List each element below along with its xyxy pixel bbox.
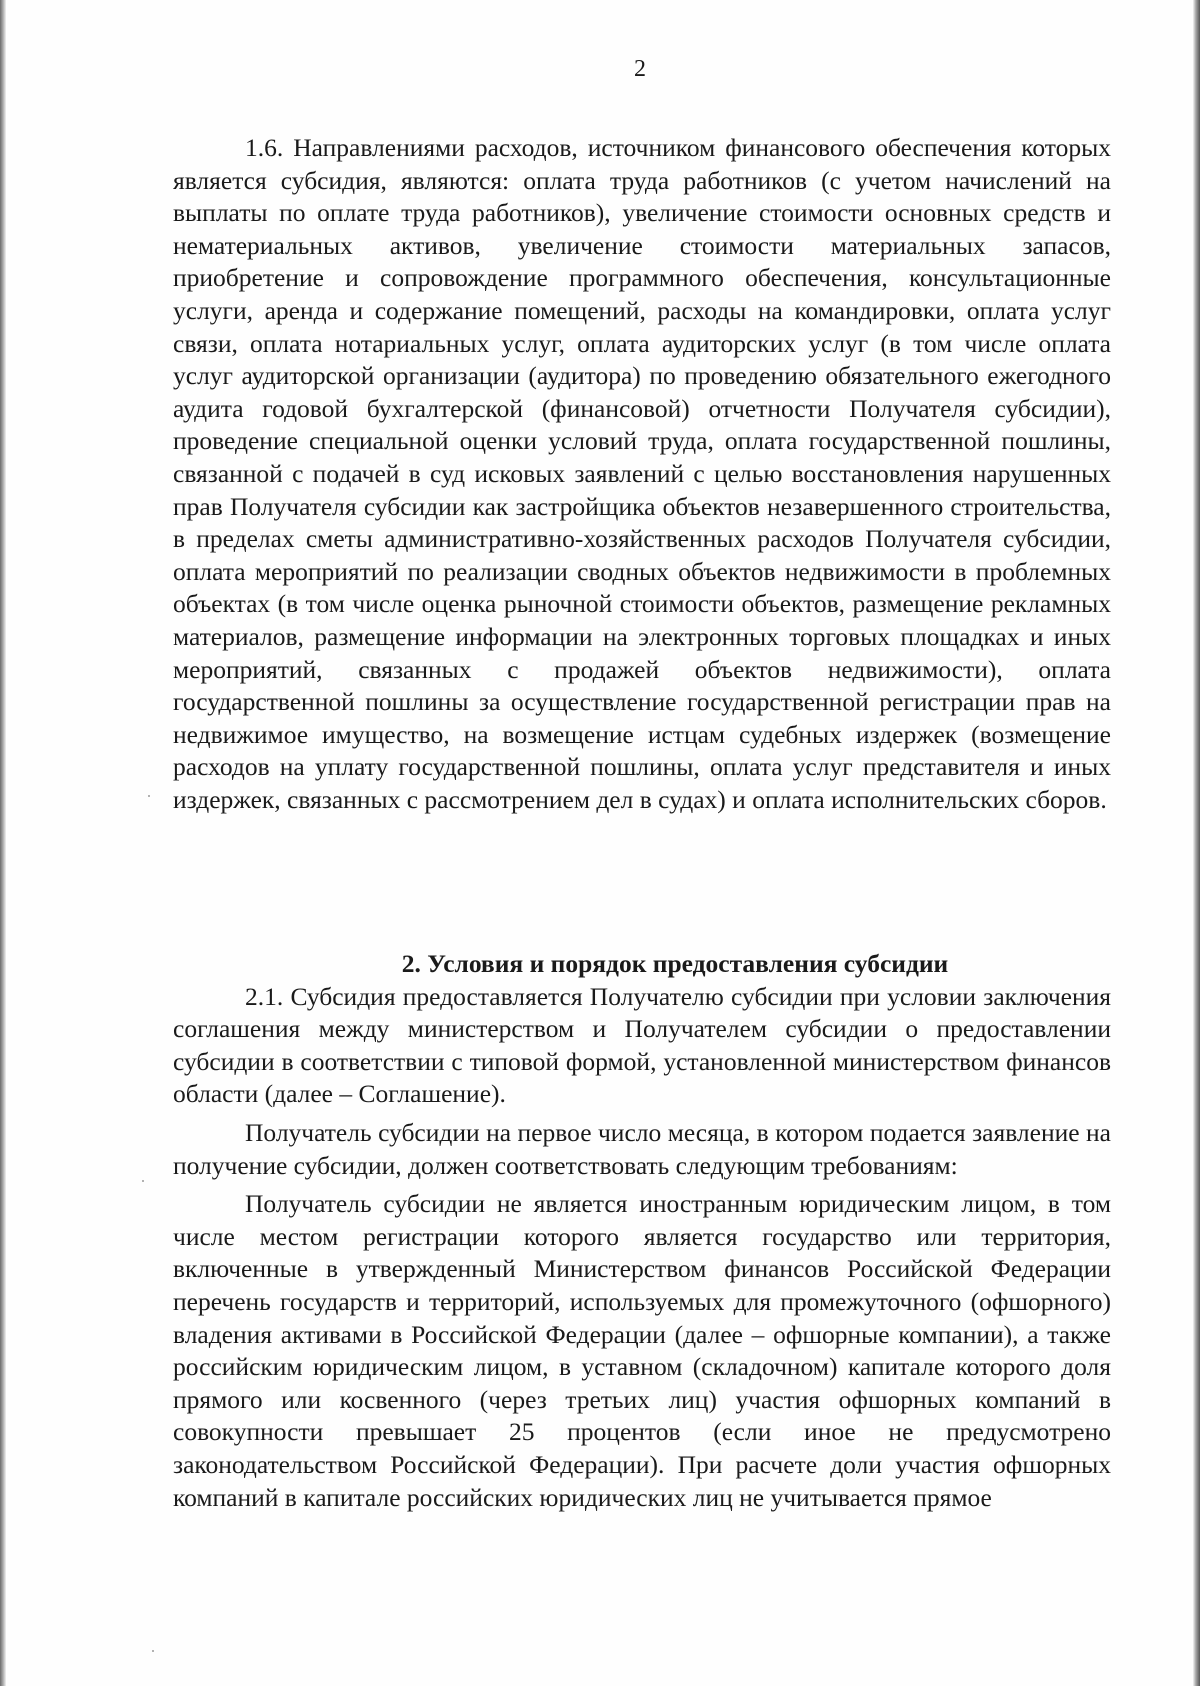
scan-speck — [152, 1650, 154, 1652]
paragraph-2-1: 2.1. Субсидия предоставляется Получателю субсидии при условии заключения соглашения между министерством и Получателем субсидии о предоставлении субсидии в соответствии с типовой формой, установленной министерством финансов области (далее – Соглашение). — [173, 981, 1111, 1109]
section-2-heading: 2. Условия и порядок предоставления субсидии — [401, 949, 949, 978]
section-2-text — [173, 948, 1111, 1514]
paragraph-1-6: 1.6. Направлениями расходов, источником финансового обеспечения которых является субсидия, являются: оплата труда работников (с учетом начислений на выплаты по оплате труда работников), увеличение стоимости основных средств и нематериальных активов, увеличение стоимости материальных запасов, приобретение и сопровождение программного обеспечения, консультационные услуги, аренда и содержание помещений, расходы на командировки, оплата услуг связи, оплата нотариальных услуг, оплата аудиторских услуг (в том числе оплата услуг аудиторской организации (аудитора) по проведению обязательного ежегодного аудита годовой бухгалтерской (финансовой) отчетности Получателя субсидии), проведение специальной оценки условий труда, оплата государственной пошлины, связанной с подачей в суд исковых заявлений с целью восстановления нарушенных прав Получателя субсидии как застройщика объектов незавершенного строительства, в пределах сметы административно-хозяйственных расходов Получателя субсидии, оплата мероприятий по реализации сводных объектов недвижимости в проблемных объектах (в том числе оценка рыночной стоимости объектов, размещение рекламных материалов, размещение информации на электронных торговых площадках и иных мероприятий, связанных с продажей объектов недвижимости), оплата государственной пошлины за осуществление государственной регистрации прав на недвижимое имущество, на возмещение истцам судебных издержек (возмещение расходов на уплату государственной пошлины, оплата услуг представителя и иных издержек, связанных с рассмотрением дел в судах) и оплата исполнительских сборов. — [173, 133, 1111, 814]
paragraph-requirements: Получатель субсидии на первое число месяца, в котором подается заявление на получение субсидии, должен соответствовать следующим требованиям: — [173, 1117, 1111, 1180]
scan-speck — [148, 795, 150, 797]
scan-speck — [142, 1180, 144, 1182]
paragraph-offshore: Получатель субсидии не является иностранным юридическим лицом, в том числе местом регистрации которого является государство или территория, включенные в утвержденный Министерством финансов Российской Федерации перечень государств и территорий, используемых для промежуточного (офшорного) владения активами в Российской Федерации (далее – офшорные компании), а также российским юридическим лицом, в уставном (складочном) капитале которого доля прямого или косвенного (через третьих лиц) участия офшорных компаний в совокупности превышает 25 процентов (если иное не предусмотрено законодательством Российской Федерации). При расчете доли участия офшорных компаний в капитале российских юридических лиц не учитывается прямое — [173, 1189, 1111, 1512]
section-1-text — [173, 132, 1111, 816]
page-number: 2 — [634, 56, 646, 82]
scan-edge-left — [0, 0, 6, 1686]
scan-edge-right — [1193, 0, 1200, 1686]
